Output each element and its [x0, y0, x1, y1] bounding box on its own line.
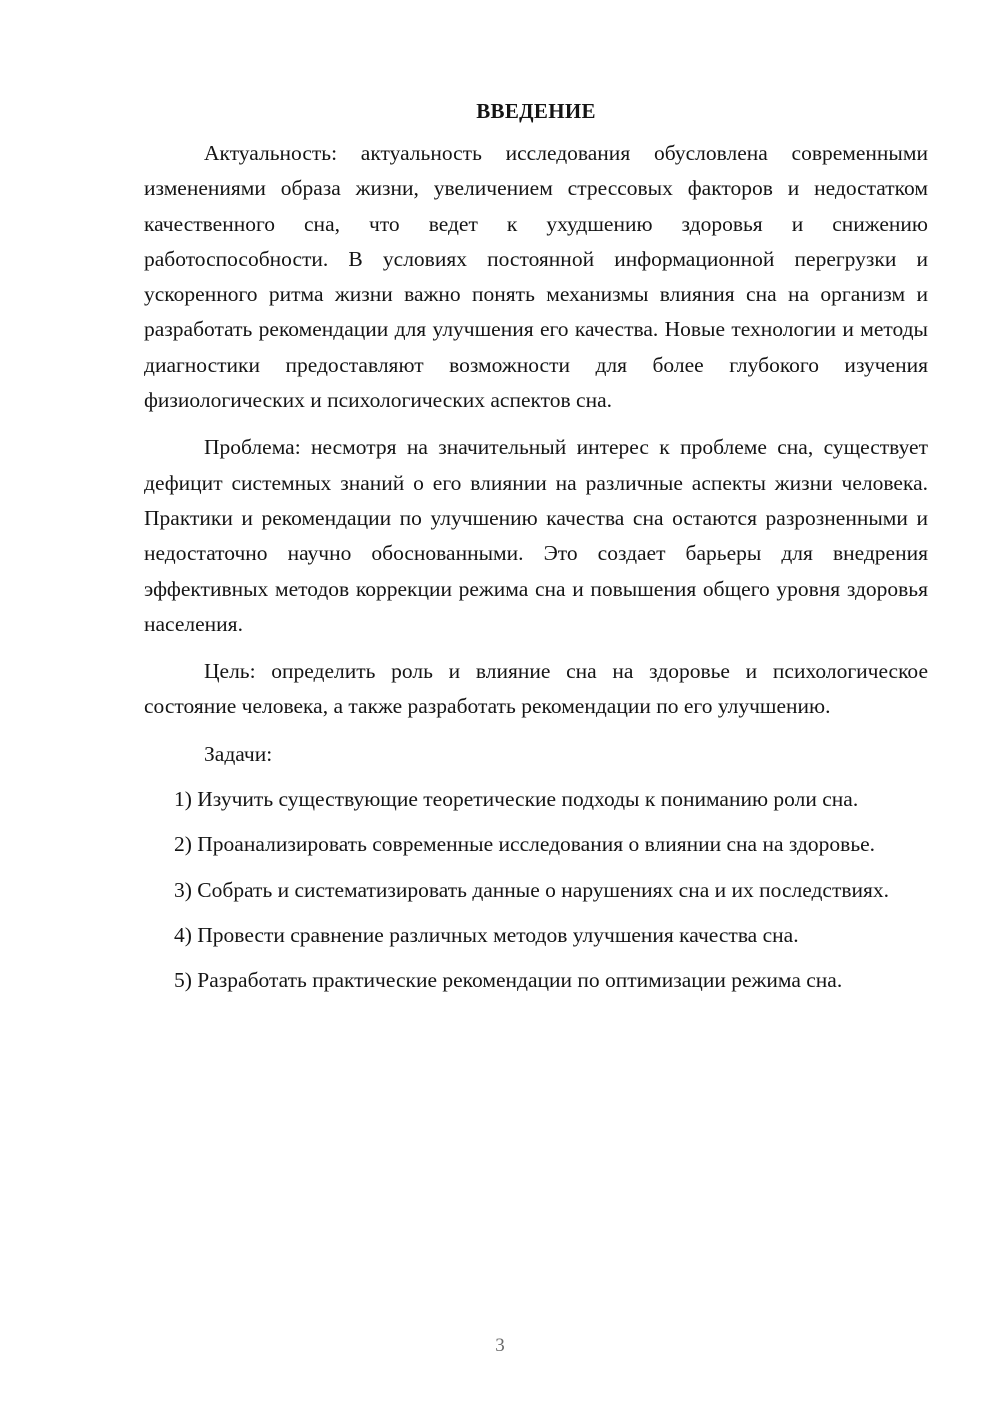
paragraph-relevance: Актуальность: актуальность исследования обусловлена современными изменениями образа жизни, увеличением стрессовых факторов и недостатком качественного сна, что ведет к ухудшению здоровья и снижению работоспособности. В условиях постоянной информационной перегрузки и ускоренного ритма жизни важно понять механизмы влияния сна на организм и разработать рекомендации для улучшения его качества. Новые технологии и методы диагностики предоставляют возможности для более глубокого изучения физиологических и психологических аспектов сна. [144, 141, 928, 413]
task-item-1: 1) Изучить существующие теоретические подходы к пониманию роли сна. [174, 787, 859, 812]
tasks-label: Задачи: [204, 741, 273, 766]
page-number: 3 [495, 1335, 505, 1356]
task-item-4: 4) Провести сравнение различных методов улучшения качества сна. [174, 922, 799, 947]
paragraph-problem: Проблема: несмотря на значительный интерес к проблеме сна, существует дефицит системных знаний о его влиянии на различные аспекты жизни человека. Практики и рекомендации по улучшению качества сна остаются разрозненными и недостаточно научно обоснованными. Это создает барьеры для внедрения эффективных методов коррекции режима сна и повышения общего уровня здоровья населения. [144, 435, 928, 636]
section-heading: ВВЕДЕНИЕ [476, 99, 596, 123]
task-item-5: 5) Разработать практические рекомендации по оптимизации режима сна. [174, 968, 843, 993]
task-item-2: 2) Проанализировать современные исследования о влиянии сна на здоровье. [174, 832, 876, 857]
task-item-3: 3) Собрать и систематизировать данные о нарушениях сна и их последствиях. [174, 877, 890, 902]
document-page [144, 96, 928, 1009]
paragraph-goal: Цель: определить роль и влияние сна на здоровье и психологическое состояние человека, а также разработать рекомендации по его улучшению. [144, 659, 928, 719]
